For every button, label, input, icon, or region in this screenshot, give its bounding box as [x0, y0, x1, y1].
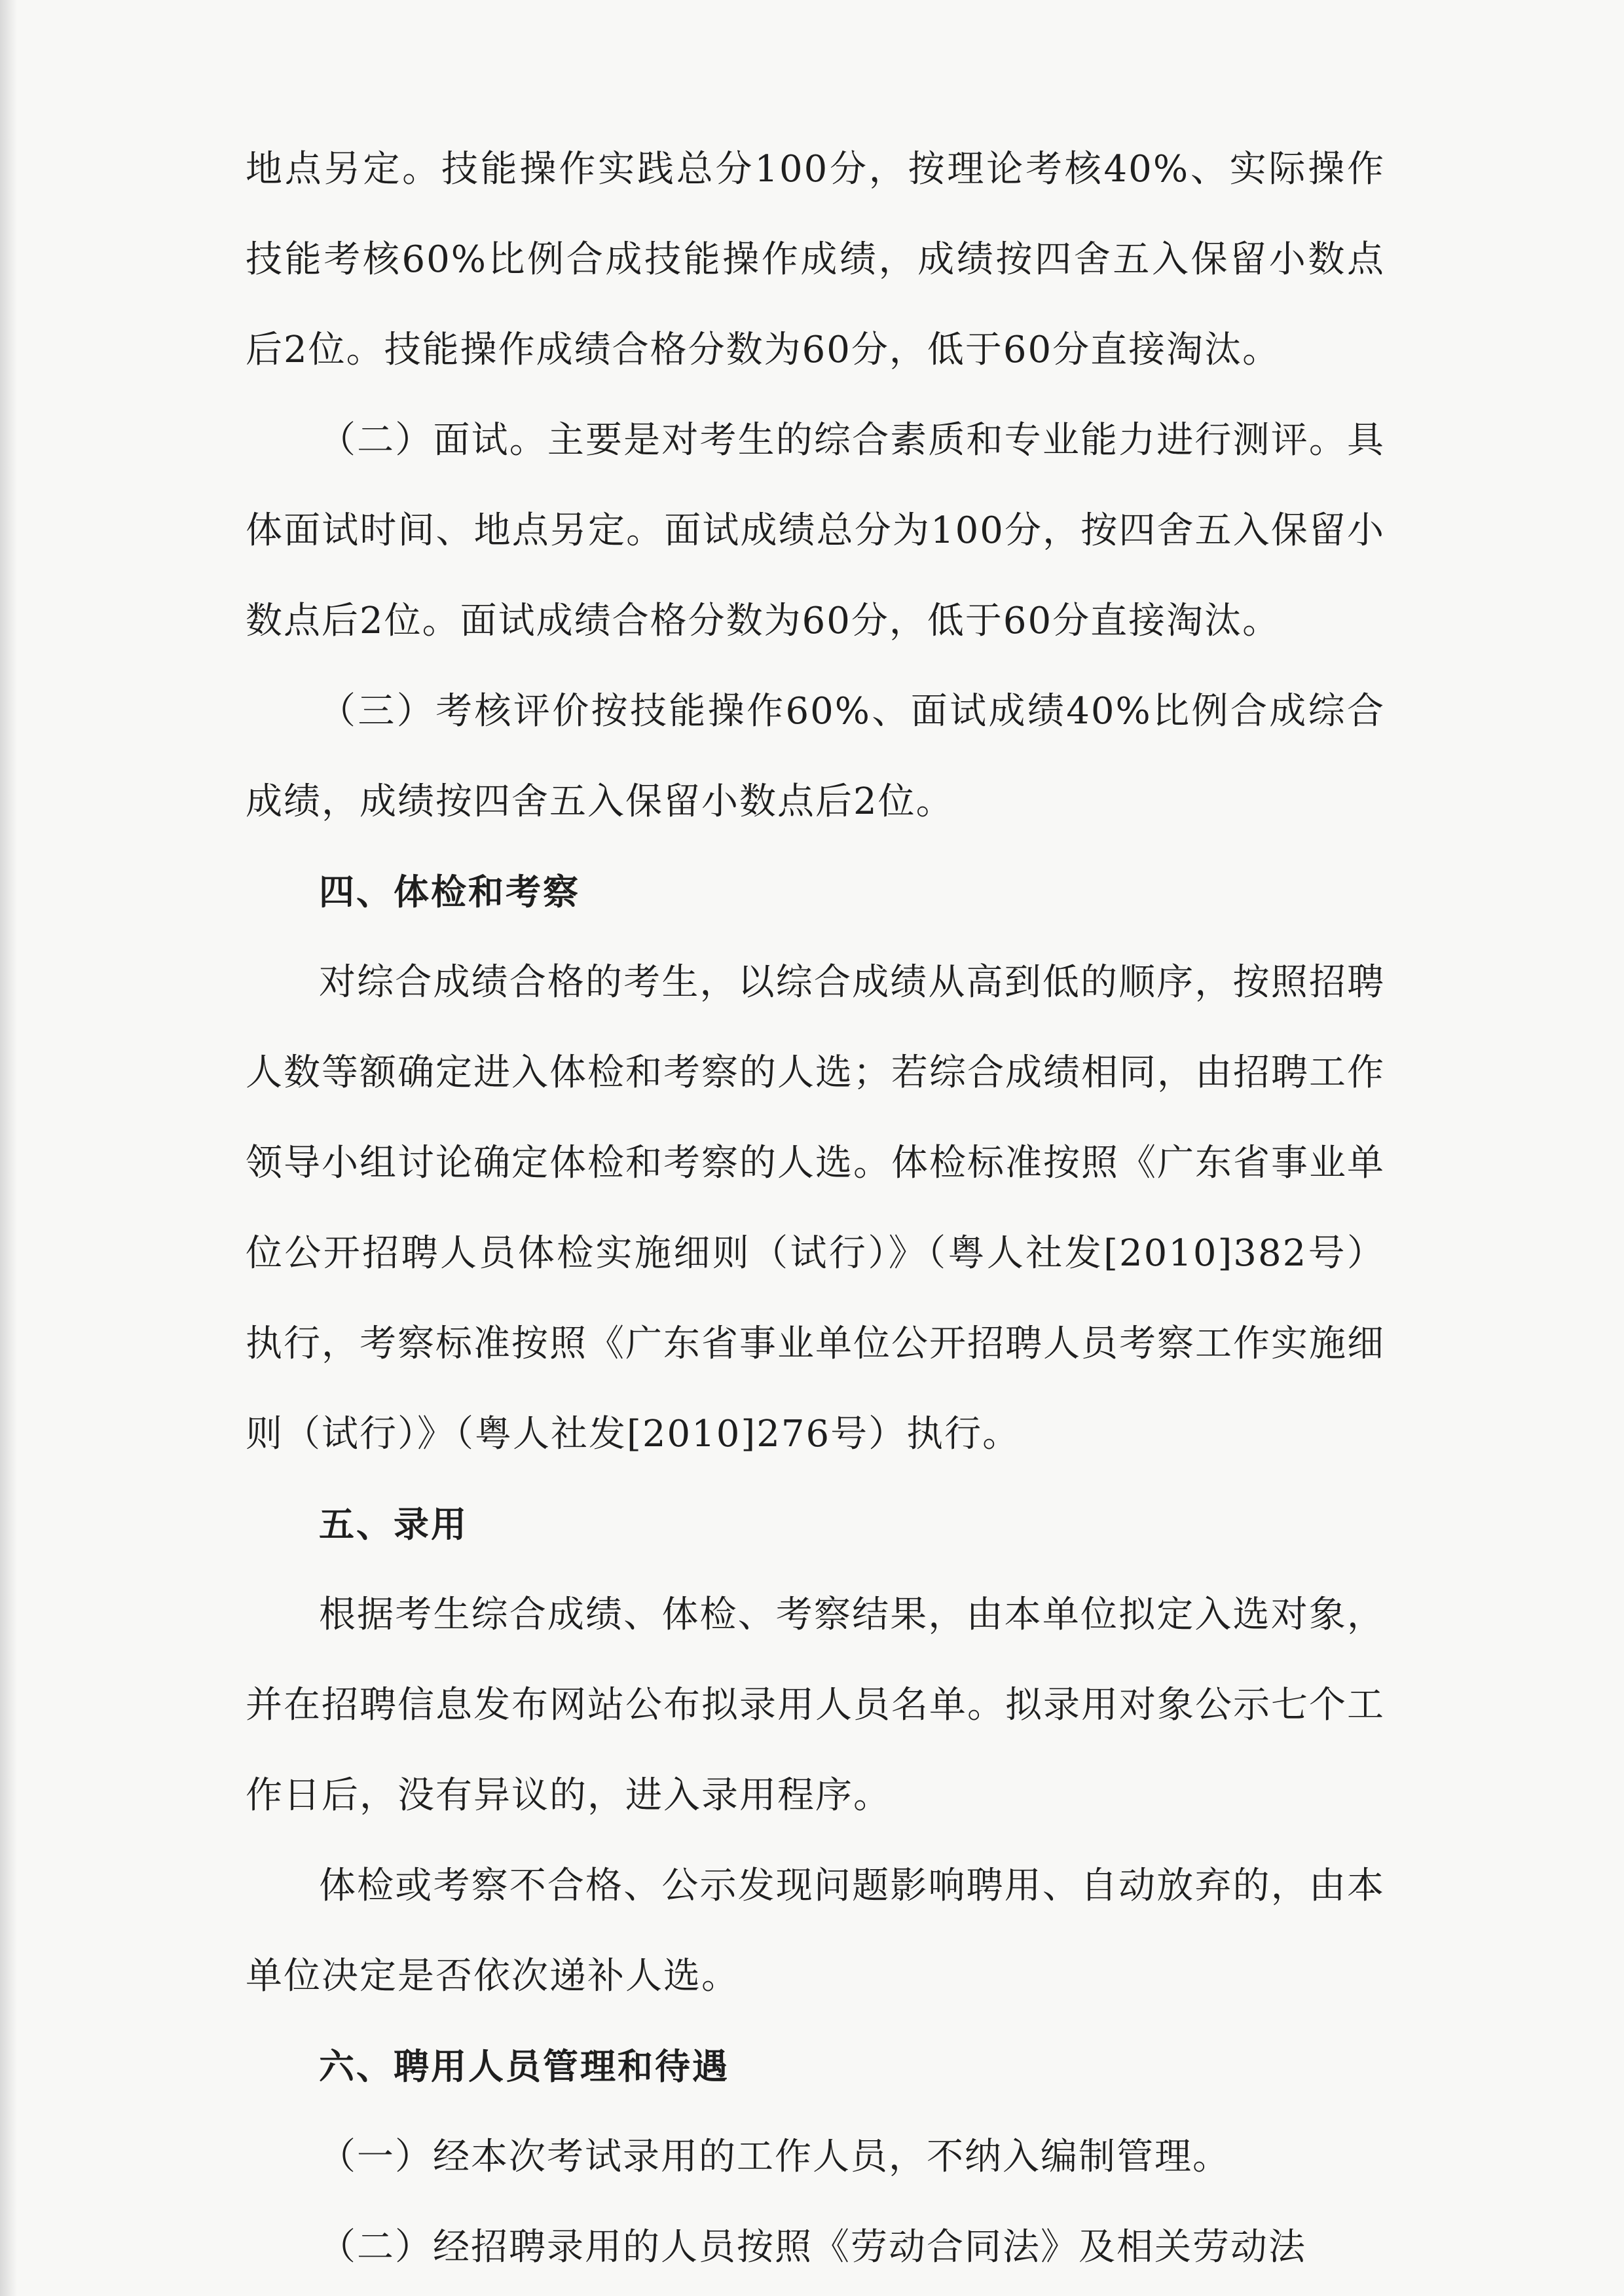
paragraph-physical-exam: 对综合成绩合格的考生，以综合成绩从高到低的顺序，按照招聘人数等额确定进入体检和考察的人选；若综合成绩相同，由招聘工作领导小组讨论确定体检和考察的人选。体检标准按照《广东省事业单位公开招聘人员体检实施细则（试行）》（粤人社发[2010]382号）执行，考察标准按照《广东省事业单位公开招聘人员考察工作实施细则（试行）》（粤人社发[2010]276号）执行。 [246, 961, 1385, 1455]
heading-employment: 五、录用 [319, 1504, 468, 1545]
paragraph-skill-score: 地点另定。技能操作实践总分100分，按理论考核40%、实际操作技能考核60%比例合成技能操作成绩，成绩按四舍五入保留小数点后2位。技能操作成绩合格分数为60分，低于60分直接淘汰。 [246, 148, 1385, 371]
paragraph-management-1: （一）经本次考试录用的工作人员，不纳入编制管理。 [319, 2136, 1230, 2178]
heading-physical-exam: 四、体检和考察 [319, 871, 580, 913]
paragraph-interview: （二）面试。主要是对考生的综合素质和专业能力进行测评。具体面试时间、地点另定。面试成绩总分为100分，按四舍五入保留小数点后2位。面试成绩合格分数为60分，低于60分直接淘汰。 [246, 419, 1385, 642]
paragraph-assessment: （三）考核评价按技能操作60%、面试成绩40%比例合成综合成绩，成绩按四舍五入保留小数点后2位。 [246, 690, 1385, 823]
paragraph-management-2: （二）经招聘录用的人员按照《劳动合同法》及相关劳动法 [319, 2226, 1306, 2269]
heading-management: 六、聘用人员管理和待遇 [319, 2046, 729, 2087]
paragraph-employment: 根据考生综合成绩、体检、考察结果，由本单位拟定入选对象，并在招聘信息发布网站公布拟录用人员名单。拟录用对象公示七个工作日后，没有异议的，进入录用程序。 [246, 1594, 1385, 1817]
scan-edge-shadow [0, 0, 17, 2296]
document-body [246, 124, 1385, 2293]
paragraph-replacement: 体检或考察不合格、公示发现问题影响聘用、自动放弃的，由本单位决定是否依次递补人选。 [246, 1865, 1385, 1997]
